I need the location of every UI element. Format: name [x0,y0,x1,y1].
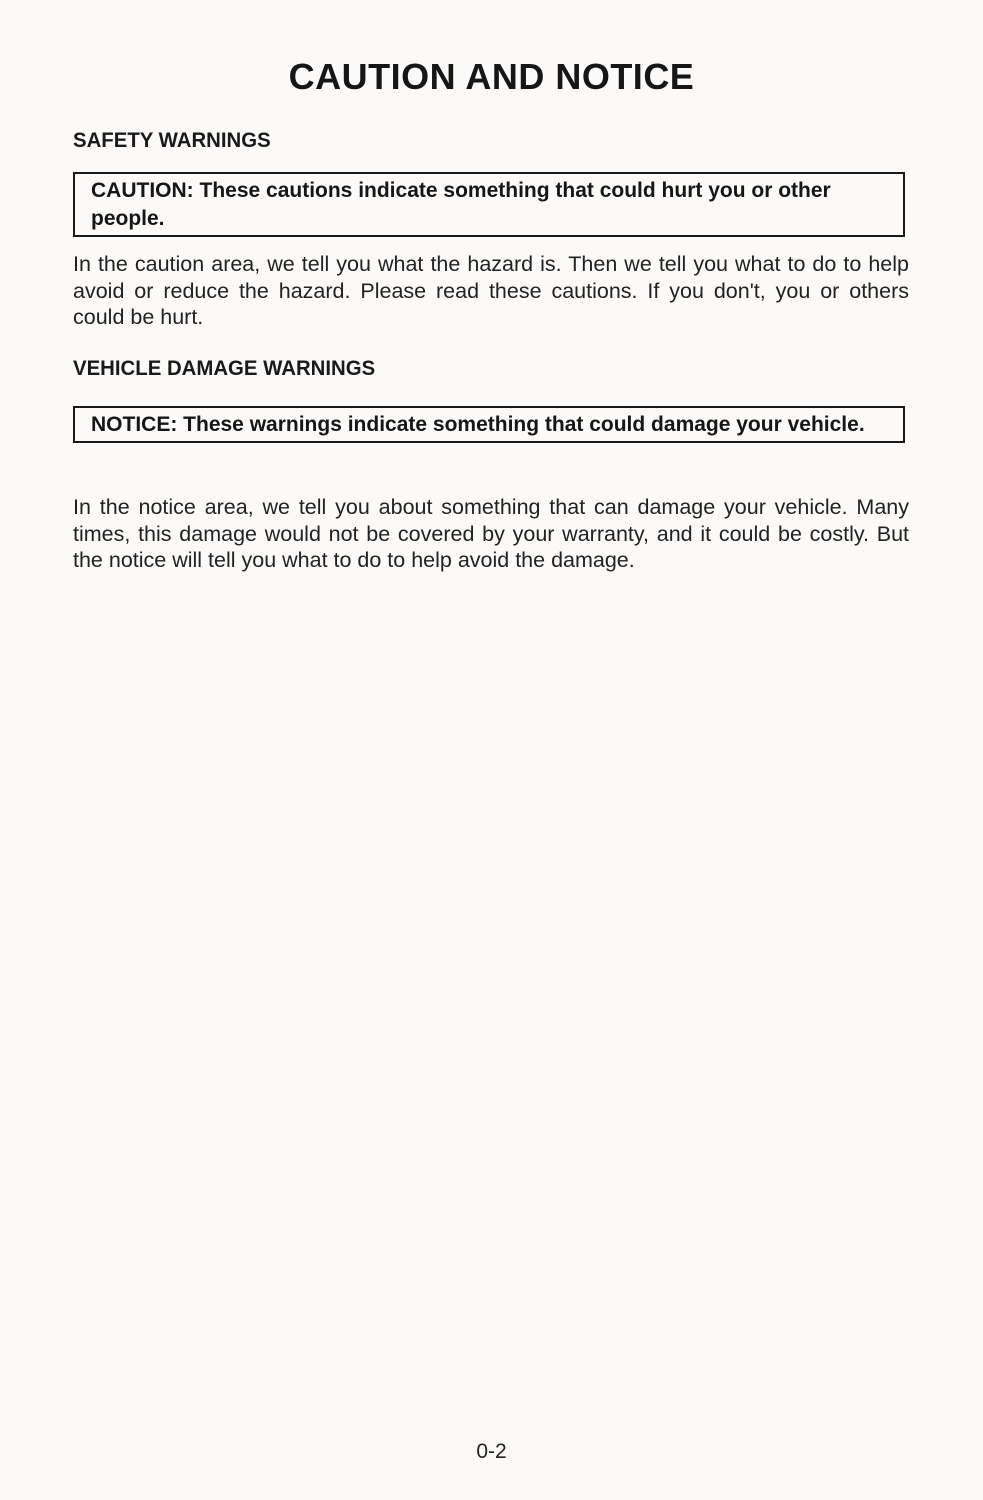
vehicle-damage-warnings-heading: VEHICLE DAMAGE WARNINGS [73,357,376,380]
caution-explanation-paragraph: In the caution area, we tell you what the hazard is. Then we tell you what to do to help avoid or reduce the hazard. Please read these cautions. If you don't, you or others could be hurt. [73,252,909,329]
page-title: CAUTION AND NOTICE [288,56,695,97]
caution-box: CAUTION: These cautions indicate something that could hurt you or other people. [73,172,905,237]
page-number: 0-2 [476,1440,507,1463]
notice-box: NOTICE: These warnings indicate something that could damage your vehicle. [73,406,905,443]
notice-explanation-paragraph: In the notice area, we tell you about something that can damage your vehicle. Many times, this damage would not be covered by your warranty, and it could be costly. But the notice will tell you what to do to help avoid the damage. [73,495,909,572]
safety-warnings-heading: SAFETY WARNINGS [73,129,271,152]
